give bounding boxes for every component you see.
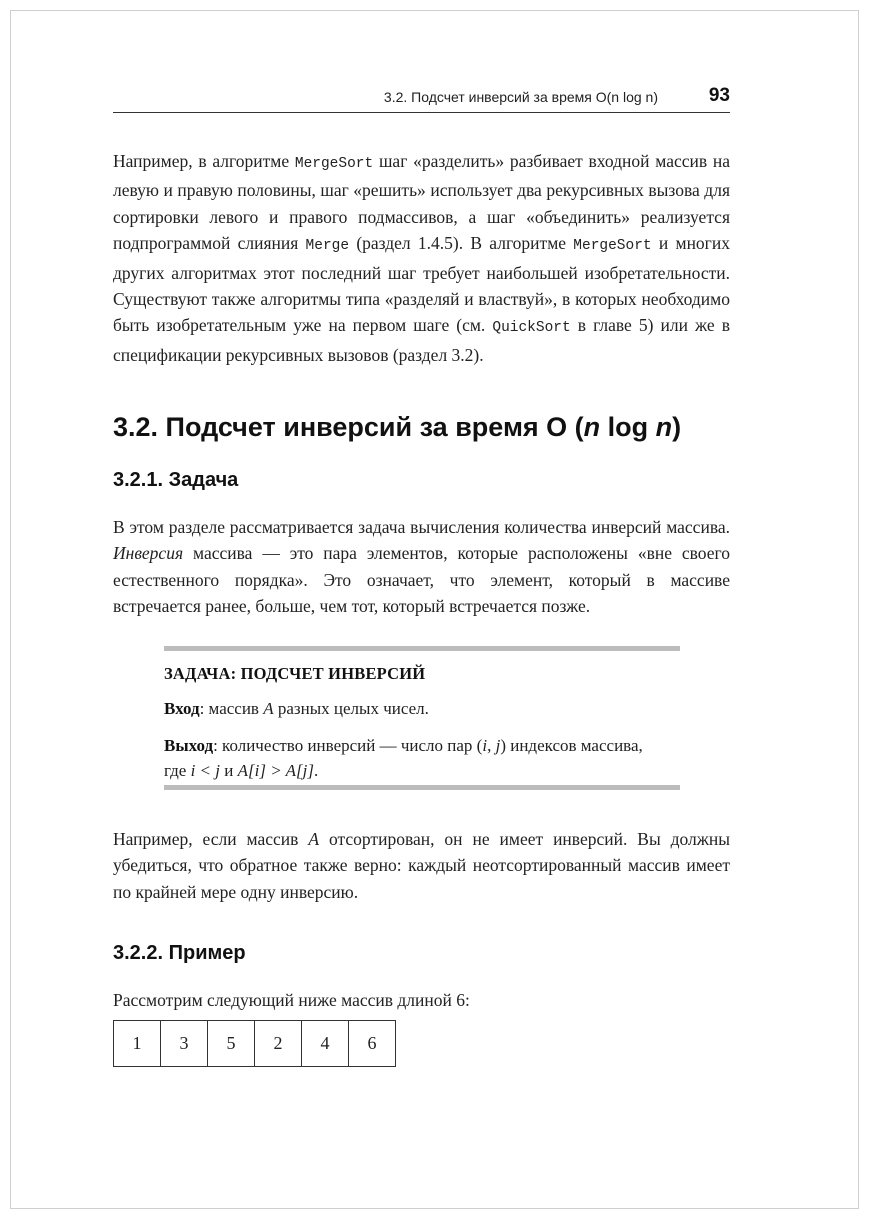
problem-box-title: ЗАДАЧА: ПОДСЧЕТ ИНВЕРСИЙ: [164, 664, 426, 683]
problem-paragraph: В этом разделе рассматривается задача вычисления количества инверсий массива. Инверсия массива — это пара элементов, которые расположены «вне своего естественного порядка». Это означает, что элемент, который в массиве встречается ранее, больше, чем тот, который встречается позже.: [113, 517, 730, 617]
problem-output: Выход: количество инверсий — число пар (i, j) индексов массива, где i < j и A[i] > A[j].: [164, 736, 643, 780]
page-header: [113, 86, 730, 113]
page-number: 93: [708, 85, 730, 106]
box-bottom-rule: [164, 785, 680, 790]
code-merge: Merge: [305, 238, 350, 255]
intro-paragraph: Например, в алгоритме MergeSort шаг «разделить» разбивает входной массив на левую и правую половины, шаг «решить» использует два рекурсивных вызова для сортировки левого и правого подмассивов, а шаг «объединить» реализуется подпрограммой слияния Merge (раздел 1.4.5). В алгоритме MergeSort и многих других алгоритмах этот последний шаг требует наибольшей изобретательности. Существуют также алгоритмы типа «разделяй и властвуй», в которых необходимо быть изобретательным уже на первом шаге (см. QuickSort в главе 5) или же в спецификации рекурсивных вызовов (раздел 3.2).: [113, 151, 731, 365]
code-mergesort: MergeSort: [294, 156, 374, 172]
array-cell: 2: [255, 1021, 302, 1066]
subsection-title-example: 3.2.2. Пример: [113, 942, 246, 964]
array-cell: 1: [114, 1021, 161, 1066]
problem-input: Вход: массив A разных целых чисел.: [164, 699, 429, 718]
subsection-title-problem: 3.2.1. Задача: [113, 469, 239, 491]
array-cell: 6: [367, 1033, 377, 1053]
running-title: 3.2. Подсчет инверсий за время O(n log n): [383, 89, 658, 105]
box-top-rule: [164, 646, 680, 651]
section-title: 3.2. Подсчет инверсий за время O (n log n): [113, 412, 682, 442]
code-quicksort: QuickSort: [492, 320, 571, 337]
problem-box: [164, 646, 680, 792]
array-cell: 3: [161, 1021, 208, 1066]
after-problem-paragraph: Например, если массив A отсортирован, он не имеет инверсий. Вы должны убедиться, что обратное также верно: каждый неотсортированный массив имеет по крайней мере одну инверсию.: [113, 829, 731, 902]
array-cell: 4: [302, 1021, 349, 1066]
array-cell: 5: [208, 1021, 255, 1066]
example-array: [113, 1020, 396, 1067]
term-inversion: Инверсия: [113, 543, 184, 564]
code-mergesort: MergeSort: [573, 238, 652, 255]
example-paragraph: Рассмотрим следующий ниже массив длиной 6:: [113, 990, 470, 1010]
